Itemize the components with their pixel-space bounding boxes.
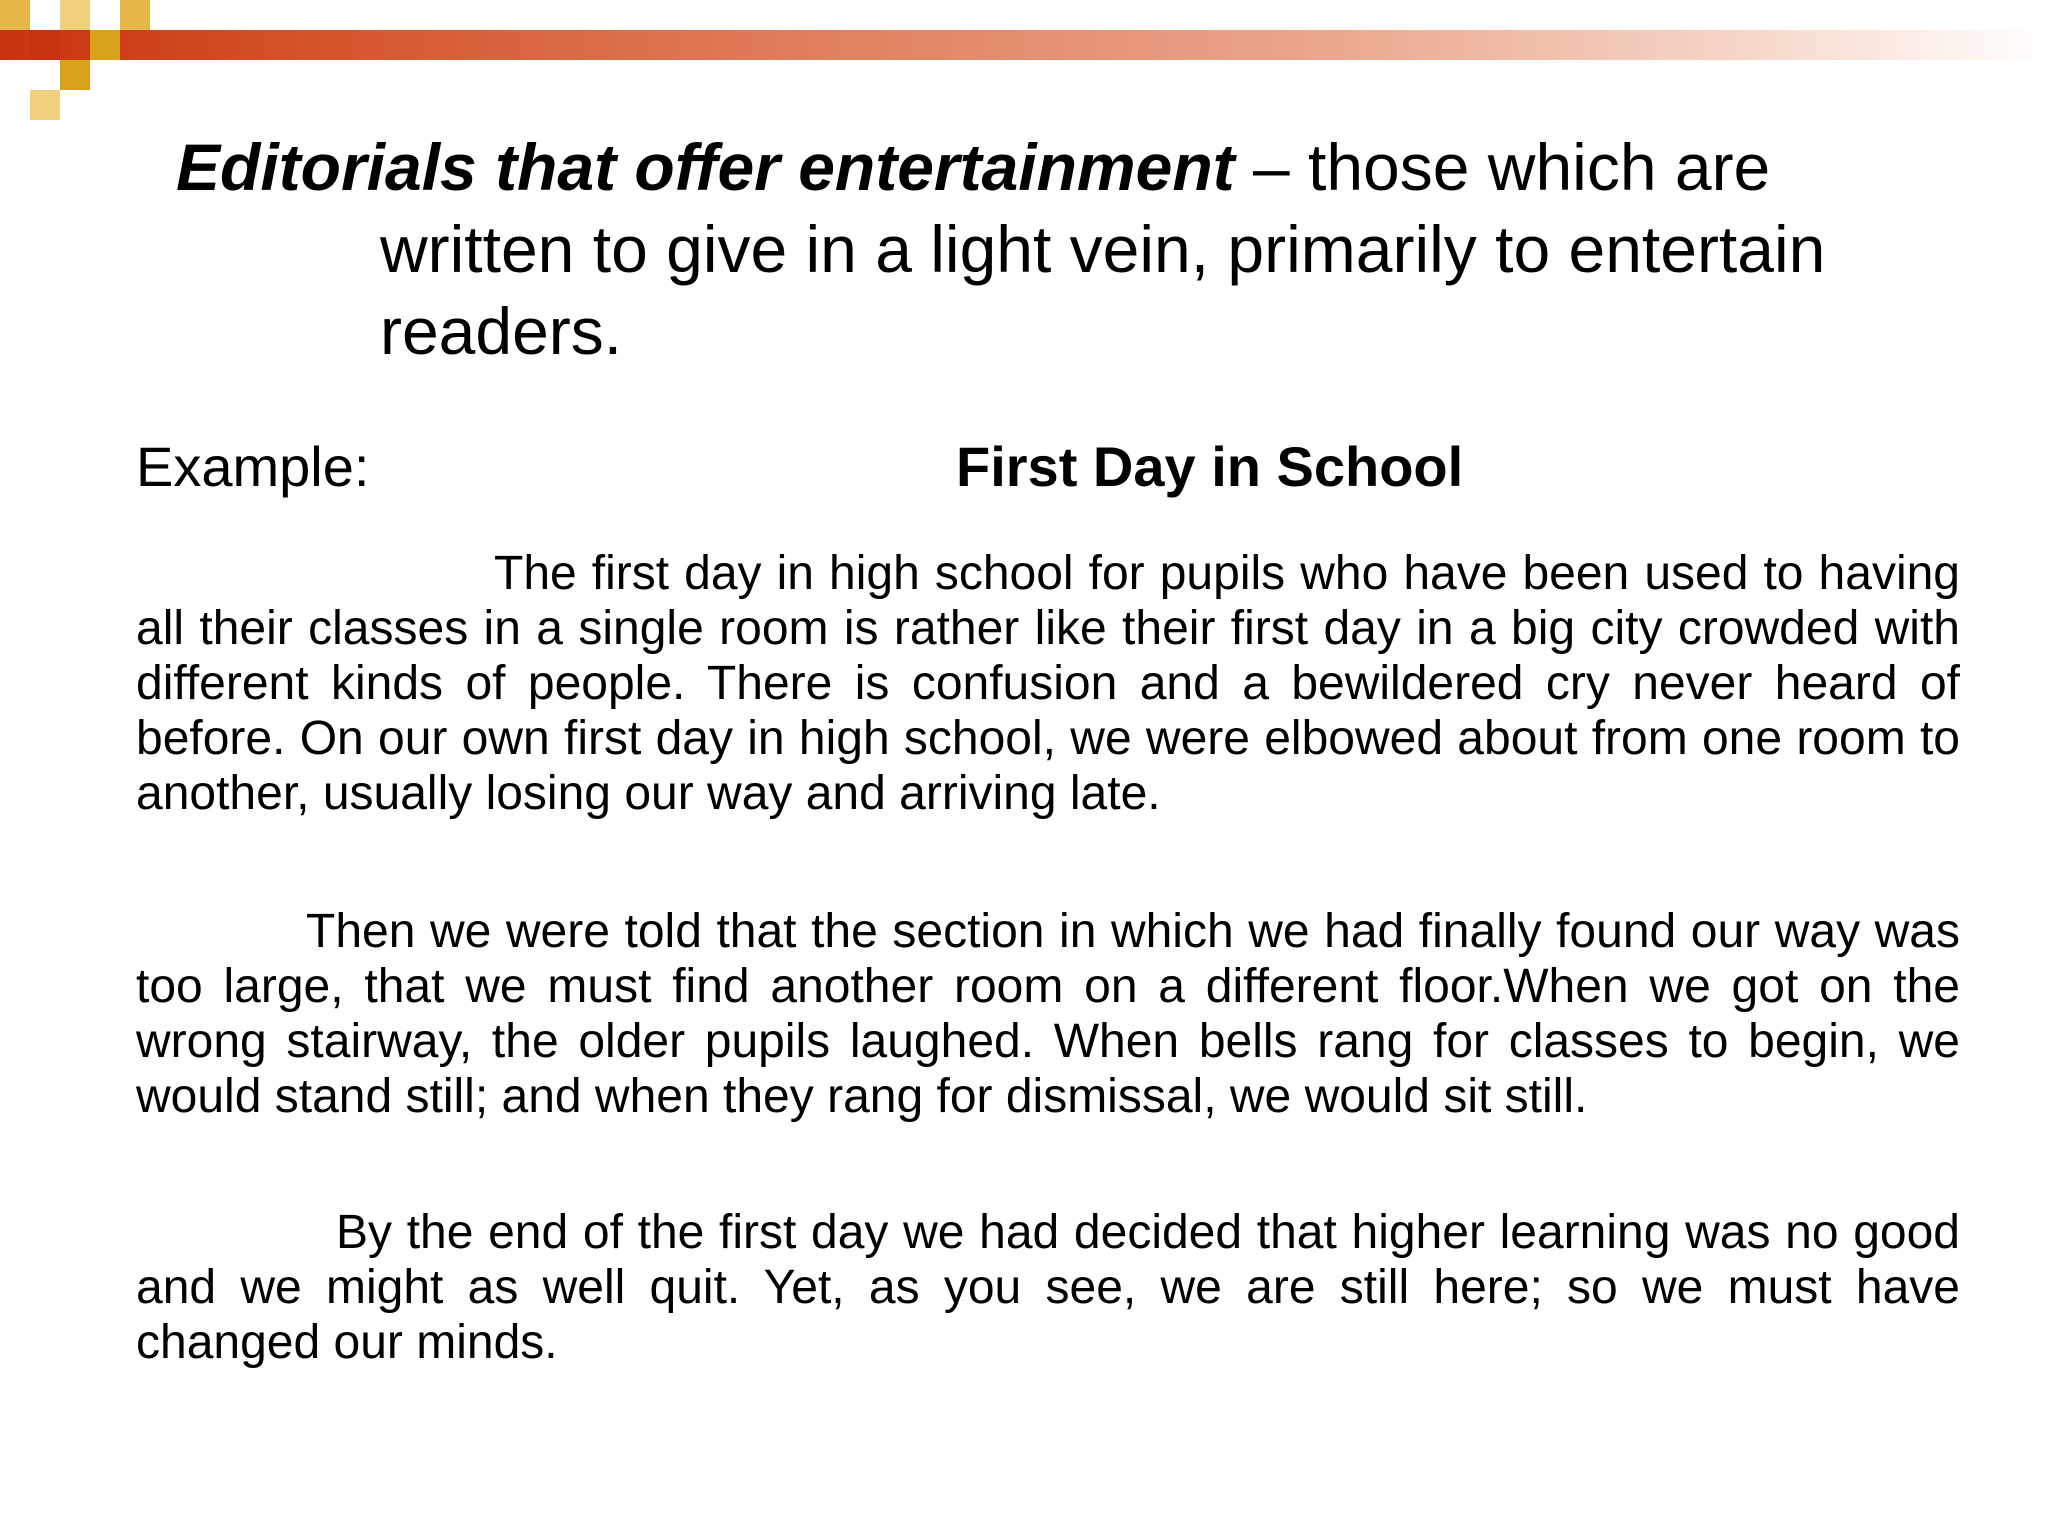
example-title: First Day in School [956,435,1464,498]
body-paragraph-2: Then we were told that the section in which we had finally found our way was too large, that we must find another room on a different floor.When we got on the wrong stairway, the older pupils laughed. When bells rang for classes to begin, we would stand still; and when they rang for dismissal, we would sit still. [136,905,1960,1123]
example-label: Example: [136,435,370,498]
heading-definition-start: – those which are [1234,130,1771,204]
header-gradient-bar [0,30,2048,60]
corner-decoration-squares [0,0,160,130]
heading-definition-continuation: written to give in a light vein, primarily to entertain readers. [380,212,1826,368]
body-paragraph-3: By the end of the first day we had decided that higher learning was no good and we might as well quit. Yet, as you see, we are still here; so we must have changed our minds. [136,1206,1960,1369]
body-paragraph-1: The first day in high school for pupils who have been used to having all their classes in a single room is rather like their first day in a big city crowded with different kinds of people. There is confusion and a bewildered cry never heard of before. On our own first day in high school, we were elbowed about from one room to another, usually losing our way and arriving late. [136,547,1960,820]
slide-heading [176,126,1976,372]
heading-term: Editorials that offer entertainment [176,130,1235,204]
example-row [136,432,1960,502]
heading-first-line [176,126,1976,208]
